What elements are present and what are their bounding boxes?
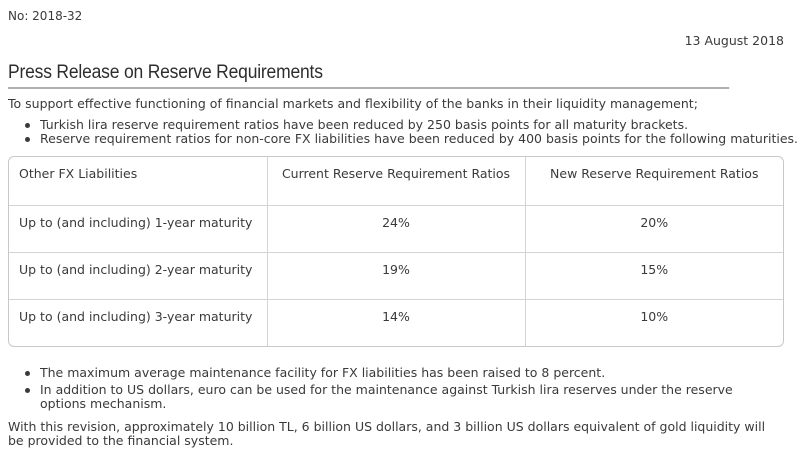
page-title: Press Release on Reserve Requirements [8,62,729,89]
column-header: Current Reserve Requirement Ratios [267,157,525,205]
current-ratio-cell: 14% [267,299,525,346]
maturity-cell: Up to (and including) 3-year maturity [9,299,267,346]
table-row [9,205,783,252]
table-header-row [9,157,783,205]
column-header: New Reserve Requirement Ratios [525,157,783,205]
list-item: In addition to US dollars, euro can be used for the maintenance against Turkish lira reserves under the reserve options mechanism. [22,383,782,411]
new-ratio-cell: 15% [525,252,783,299]
intro-paragraph: To support effective functioning of financial markets and flexibility of the banks in their liquidity management; [8,96,698,111]
maturity-cell: Up to (and including) 1-year maturity [9,205,267,252]
new-ratio-cell: 20% [525,205,783,252]
document-number: No: 2018-32 [8,9,83,23]
release-date: 13 August 2018 [684,33,784,48]
top-bullet-list [22,118,798,146]
new-ratio-cell: 10% [640,308,669,324]
current-ratio-cell: 24% [267,205,525,252]
column-header: Other FX Liabilities [9,157,267,205]
reserve-ratio-table [8,156,784,347]
maturity-cell: Up to (and including) 2-year maturity [9,252,267,299]
list-item: Turkish lira reserve requirement ratios have been reduced by 250 basis points for all maturity brackets. [22,118,798,132]
list-item: Reserve requirement ratios for non-core FX liabilities have been reduced by 400 basis points for the following maturities. [22,132,798,146]
table-row [9,299,783,346]
bottom-bullet-list [22,366,782,414]
table-row [9,252,783,299]
closing-paragraph: With this revision, approximately 10 billion TL, 6 billion US dollars, and 3 billion US dollars equivalent of gold liquidity will be provided to the financial system. [8,419,766,448]
list-item: The maximum average maintenance facility for FX liabilities has been raised to 8 percent. [22,366,782,380]
current-ratio-cell: 19% [267,252,525,299]
